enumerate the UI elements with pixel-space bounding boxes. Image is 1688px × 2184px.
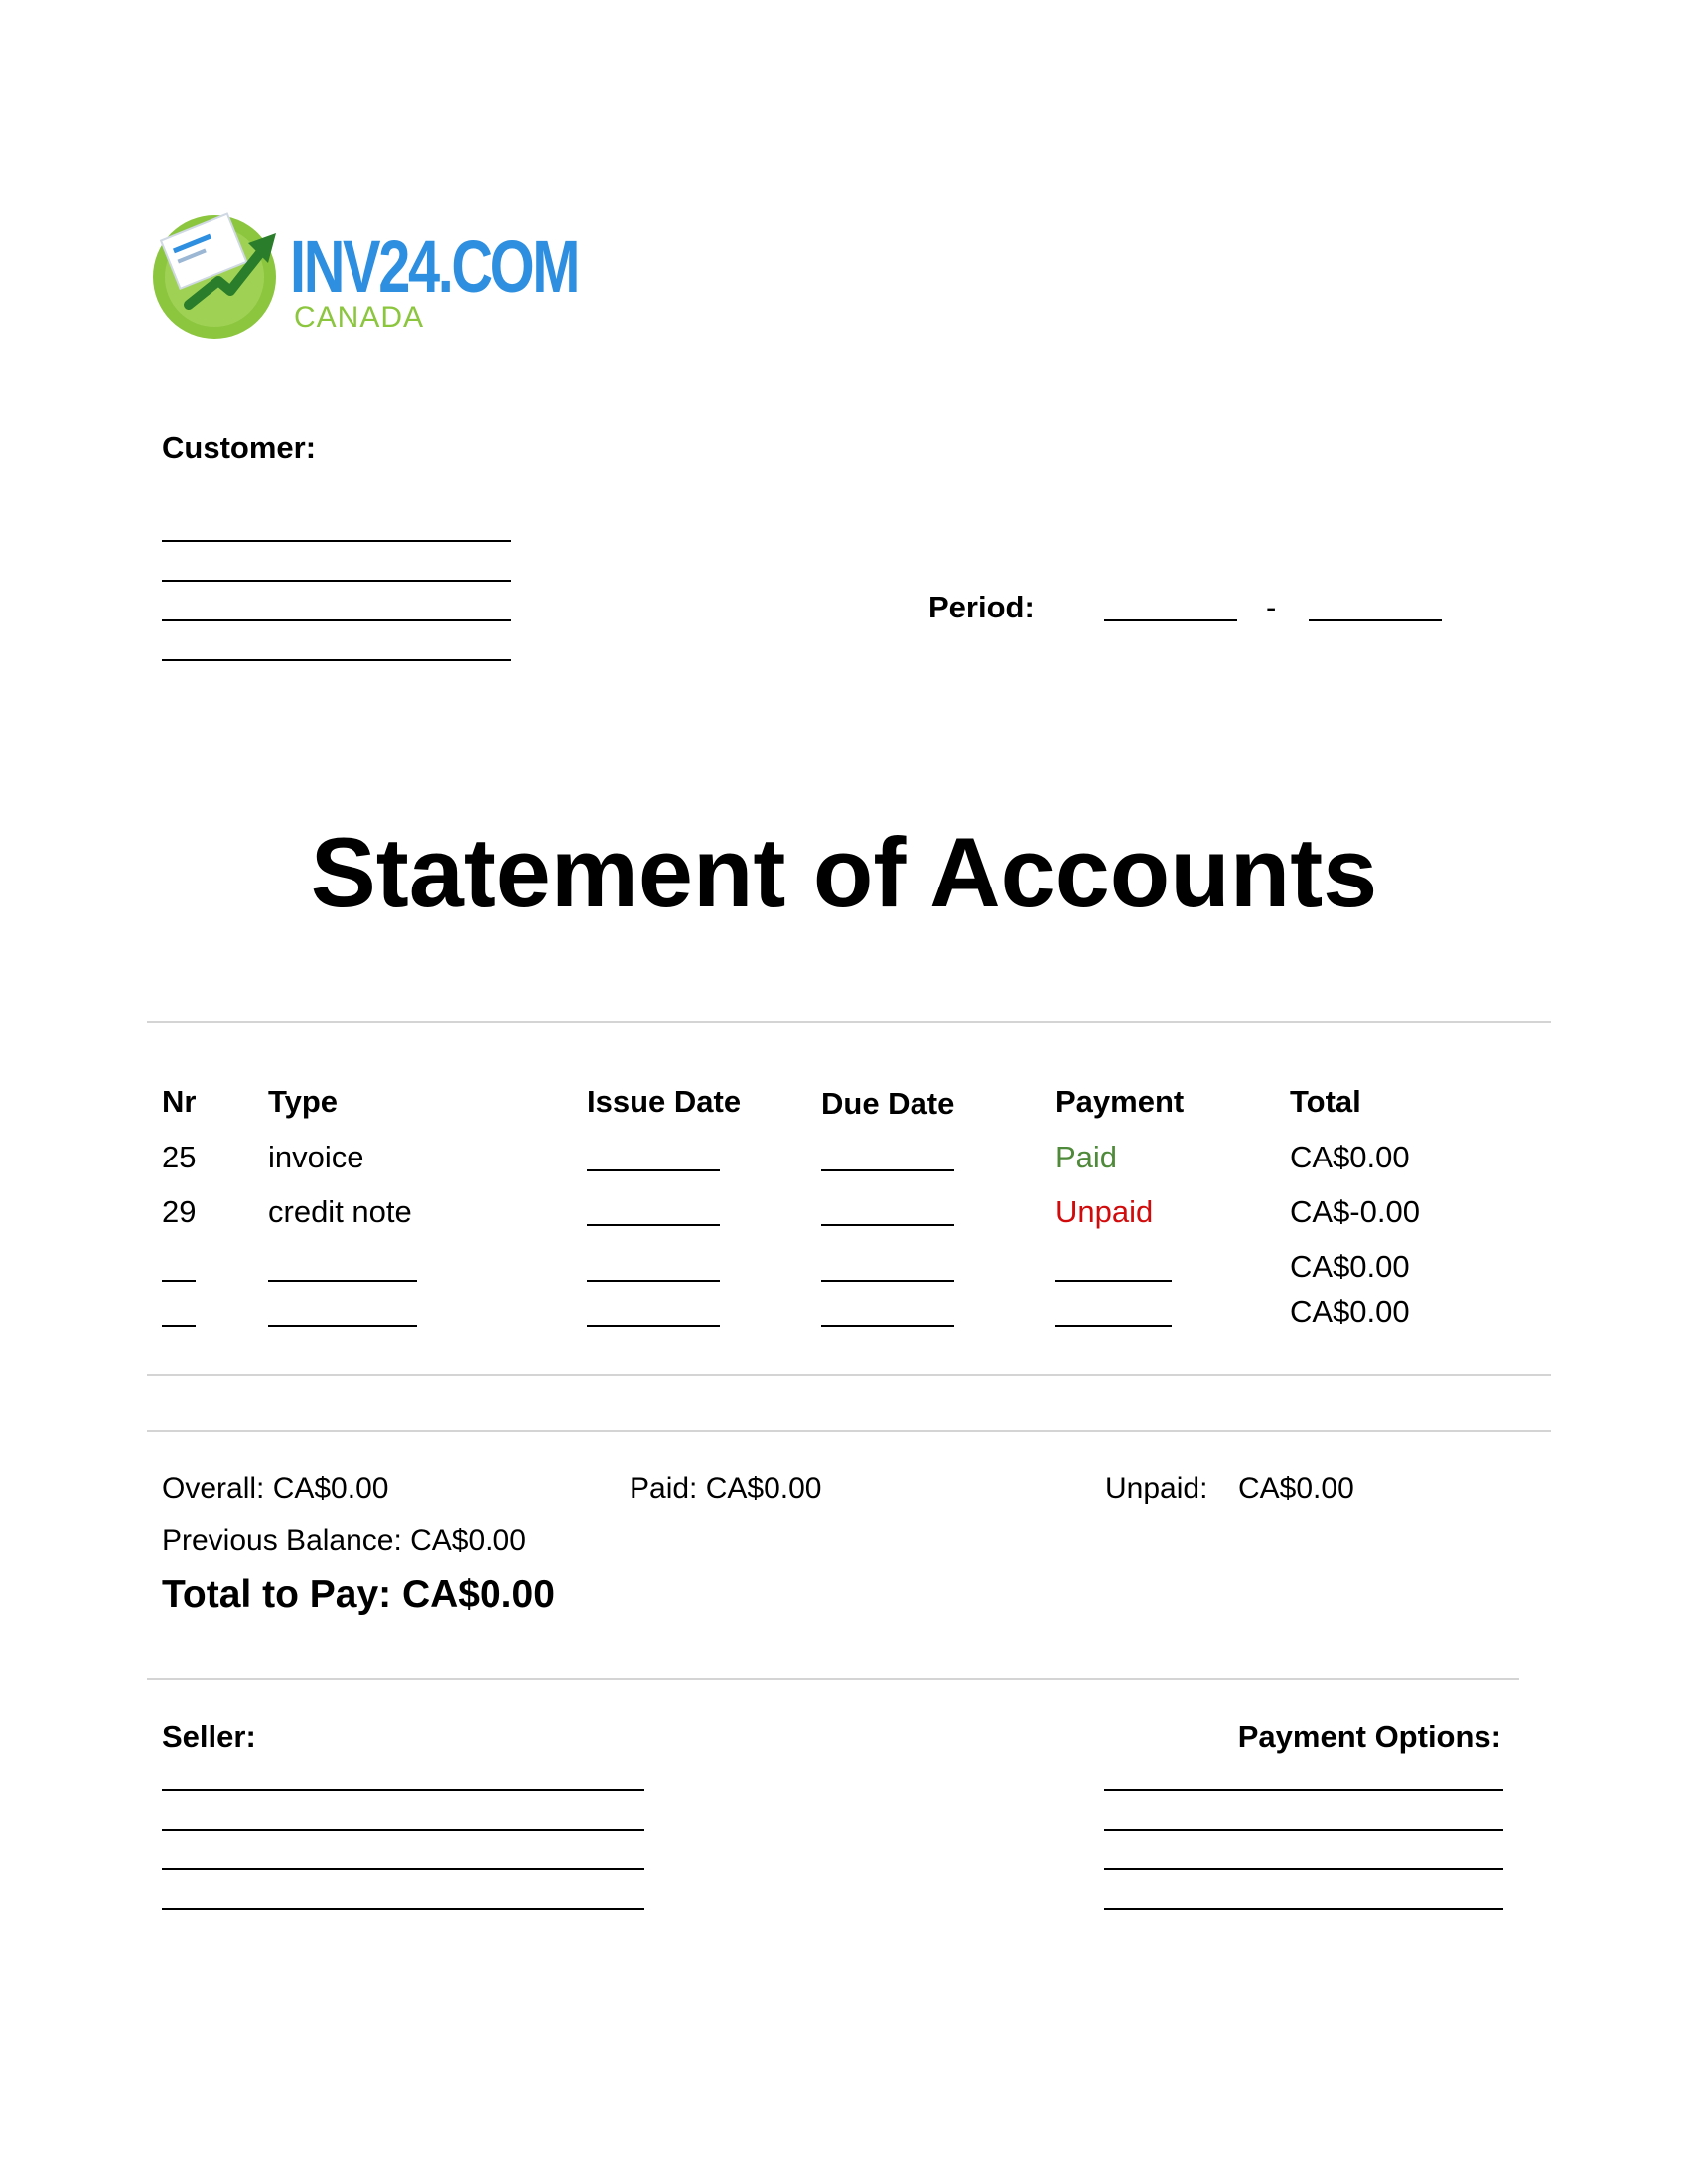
header-nr: Nr: [162, 1084, 197, 1119]
payment-options-line-1: [1104, 1789, 1503, 1791]
payment-options-label: Payment Options:: [1237, 1719, 1501, 1754]
row-1-nr: 25: [162, 1140, 197, 1174]
row-1-payment-status: Paid: [1055, 1140, 1118, 1174]
table-bottom-rule: [147, 1374, 1551, 1376]
summary-total-to-pay: Total to Pay: CA$0.00: [162, 1573, 555, 1616]
table-top-rule: [147, 1021, 1551, 1023]
payment-options-line-2: [1104, 1829, 1503, 1831]
header-issue-date: Issue Date: [587, 1084, 742, 1119]
row-1-total: CA$0.00: [1290, 1140, 1410, 1174]
payment-options-line-3: [1104, 1868, 1503, 1870]
header-type: Type: [268, 1084, 339, 1119]
header-due-date: Due Date: [821, 1086, 955, 1121]
customer-line-1: [162, 540, 511, 542]
customer-line-4: [162, 659, 511, 661]
row-3-total: CA$0.00: [1290, 1249, 1410, 1284]
customer-label: Customer:: [162, 430, 317, 465]
logo-wordmark: INV24.COM: [290, 225, 579, 308]
seller-line-3: [162, 1868, 644, 1870]
header-total: Total: [1290, 1084, 1361, 1119]
row-4-payment-line: [1055, 1325, 1172, 1327]
summary-previous-balance: Previous Balance: CA$0.00: [162, 1524, 526, 1557]
header-payment: Payment: [1055, 1084, 1185, 1119]
period-end-line: [1309, 619, 1442, 621]
period-start-line: [1104, 619, 1237, 621]
logo-icon: [149, 204, 288, 342]
summary-overall: Overall: CA$0.00: [162, 1472, 389, 1505]
row-4-type-line: [268, 1325, 417, 1327]
row-4-issue-line: [587, 1325, 720, 1327]
row-2-due-line: [821, 1224, 954, 1226]
row-3-nr-line: [162, 1280, 196, 1282]
footer-top-rule: [147, 1678, 1519, 1680]
row-2-payment-status: Unpaid: [1055, 1194, 1154, 1229]
seller-line-4: [162, 1908, 644, 1910]
row-4-due-line: [821, 1325, 954, 1327]
payment-options-line-4: [1104, 1908, 1503, 1910]
summary-top-rule: [147, 1430, 1551, 1432]
row-3-type-line: [268, 1280, 417, 1282]
customer-line-3: [162, 619, 511, 621]
row-2-total: CA$-0.00: [1290, 1194, 1420, 1229]
summary-unpaid-value: CA$0.00: [1238, 1472, 1354, 1505]
summary-paid: Paid: CA$0.00: [630, 1472, 822, 1505]
row-1-issue-line: [587, 1169, 720, 1171]
summary-unpaid-label: Unpaid:: [1105, 1472, 1208, 1505]
seller-line-1: [162, 1789, 644, 1791]
row-4-nr-line: [162, 1325, 196, 1327]
row-3-due-line: [821, 1280, 954, 1282]
row-2-issue-line: [587, 1224, 720, 1226]
row-2-type: credit note: [268, 1194, 412, 1229]
seller-line-2: [162, 1829, 644, 1831]
row-2-nr: 29: [162, 1194, 197, 1229]
row-1-type: invoice: [268, 1140, 364, 1174]
row-3-issue-line: [587, 1280, 720, 1282]
logo-subtitle: CANADA: [294, 301, 425, 334]
seller-label: Seller:: [162, 1719, 256, 1754]
row-4-total: CA$0.00: [1290, 1295, 1410, 1329]
row-3-payment-line: [1055, 1280, 1172, 1282]
period-separator: -: [1266, 590, 1277, 624]
customer-line-2: [162, 580, 511, 582]
period-label: Period:: [928, 590, 1035, 624]
row-1-due-line: [821, 1169, 954, 1171]
page-title: Statement of Accounts: [310, 817, 1378, 927]
